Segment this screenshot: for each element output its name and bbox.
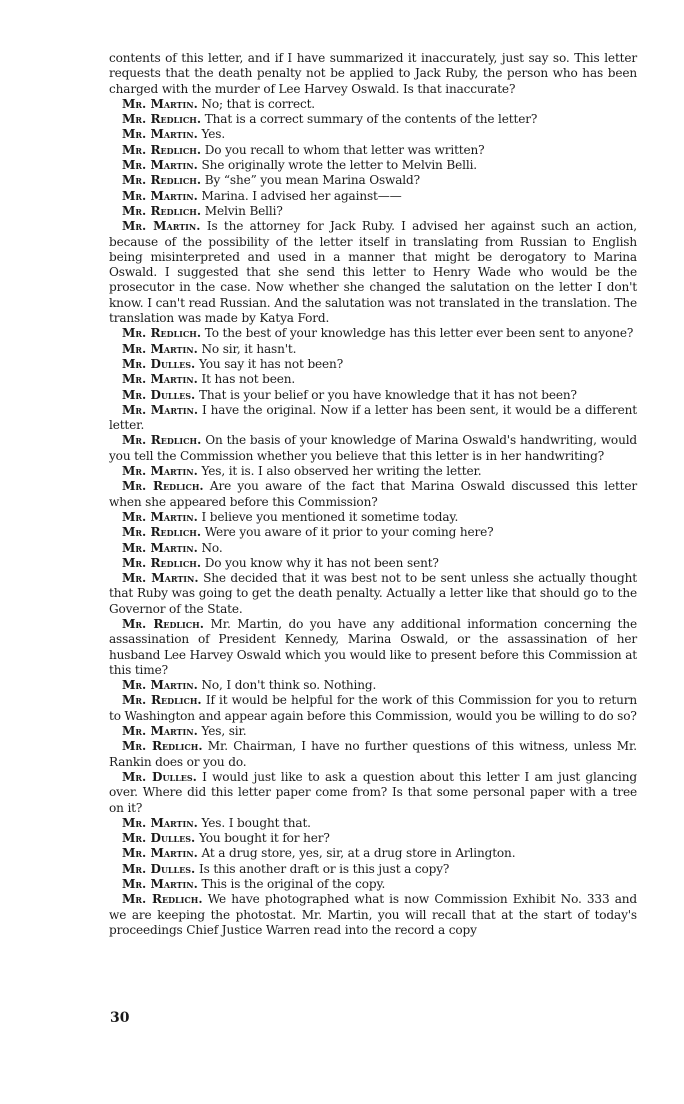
speaker-name: Mr. Redlich.	[122, 693, 202, 708]
speaker-name: Mr. Martin.	[122, 219, 201, 234]
paragraph-text: You say it has not been?	[198, 356, 344, 371]
testimony-paragraph	[109, 372, 637, 387]
paragraph-text: No, I don't think so. Nothing.	[201, 678, 377, 693]
speaker-name: Mr. Redlich.	[122, 479, 204, 494]
speaker-name: Mr. Martin.	[122, 188, 198, 203]
testimony-paragraph	[109, 97, 637, 112]
testimony-paragraph	[109, 846, 637, 861]
testimony-paragraph	[109, 143, 637, 158]
paragraph-text: By “she” you mean Marina Oswald?	[204, 173, 420, 188]
testimony-paragraph	[109, 204, 637, 219]
paragraph-text: You bought it for her?	[198, 831, 330, 846]
testimony-paragraph	[109, 541, 637, 556]
paragraph-text: On the basis of your knowledge of Marina Oswald's handwriting, would you tell the Commission whether you believe that this letter is in her handwriting?	[109, 433, 638, 463]
speaker-name: Mr. Redlich.	[122, 433, 202, 448]
paragraph-text: Are you aware of the fact that Marina Oswald discussed this letter when she appeared before this Commission?	[109, 479, 638, 509]
paragraph-text: I believe you mentioned it sometime today.	[201, 509, 459, 524]
paragraph-text: contents of this letter, and if I have summarized it inaccurately, just say so. This letter requests that the death penalty not be applied to Jack Ruby, the person who has been charged with the murder of Lee Harvey Oswald. Is that inaccurate?	[109, 51, 637, 96]
testimony-paragraph	[109, 556, 637, 571]
paragraph-text: Melvin Belli?	[204, 203, 283, 218]
paragraph-text: That is your belief or you have knowledge that it has not been?	[198, 387, 577, 402]
testimony-paragraph	[109, 342, 637, 357]
speaker-name: Mr. Dulles.	[122, 387, 196, 402]
speaker-name: Mr. Martin.	[122, 724, 198, 739]
testimony-paragraph	[109, 433, 637, 464]
paragraph-text: It has not been.	[201, 372, 296, 387]
testimony-paragraph	[109, 816, 637, 831]
speaker-name: Mr. Redlich.	[122, 739, 203, 754]
paragraph-text: Were you aware of it prior to your coming here?	[204, 525, 494, 540]
testimony-paragraph	[109, 617, 637, 678]
testimony-paragraph	[109, 388, 637, 403]
speaker-name: Mr. Redlich.	[122, 616, 204, 631]
speaker-name: Mr. Dulles.	[122, 769, 197, 784]
speaker-name: Mr. Martin.	[122, 341, 198, 356]
speaker-name: Mr. Martin.	[122, 402, 199, 417]
paragraph-text: That is a correct summary of the contents of the letter?	[204, 112, 538, 127]
testimony-paragraph	[109, 112, 637, 127]
testimony-paragraph	[109, 877, 637, 892]
speaker-name: Mr. Dulles.	[122, 831, 196, 846]
paragraph-text: Is the attorney for Jack Ruby. I advised her against such an action, because of the possibility of the letter itself in translating from Russian to English being misinterpreted and used in a manner that might be derogatory to Marina Oswald. I suggested that she send this letter to Henry Wade who would be the prosecutor in the case. Now whether she changed the salutation on the letter I don't know. I can't read Russian. And the salutation was not translated in the translation. The translation was made by Katya Ford.	[109, 219, 637, 326]
paragraph-text: This is the original of the copy.	[201, 877, 386, 892]
testimony-paragraph	[109, 479, 637, 510]
paragraph-text: She decided that it was best not to be sent unless she actually thought that Ruby was going to get the death penalty. Actually a letter like that should go to the Governor of the State.	[109, 571, 637, 616]
testimony-paragraph	[109, 831, 637, 846]
speaker-name: Mr. Redlich.	[122, 892, 203, 907]
paragraph-text: No.	[201, 540, 223, 555]
speaker-name: Mr. Redlich.	[122, 555, 202, 570]
transcript-page	[109, 51, 637, 938]
paragraph-text: No; that is correct.	[201, 96, 315, 111]
speaker-name: Mr. Redlich.	[122, 326, 202, 341]
paragraph-text: Do you know why it has not been sent?	[204, 555, 439, 570]
paragraph-text: Mr. Martin, do you have any additional information concerning the assassination of President Kennedy, Marina Oswald, or the assassination of her husband Lee Harvey Oswald which you would like to present before this Commission at this time?	[109, 616, 638, 677]
testimony-paragraph	[109, 892, 637, 938]
speaker-name: Mr. Martin.	[122, 464, 198, 479]
paragraph-text: Do you recall to whom that letter was written?	[204, 142, 485, 157]
speaker-name: Mr. Martin.	[122, 678, 198, 693]
paragraph-text: She originally wrote the letter to Melvin Belli.	[201, 158, 477, 173]
paragraph-text: Yes, it is. I also observed her writing the letter.	[201, 464, 482, 479]
speaker-name: Mr. Dulles.	[122, 356, 196, 371]
speaker-name: Mr. Martin.	[122, 846, 198, 861]
paragraph-text: If it would be helpful for the work of this Commission for you to return to Washington and appear again before this Commission, would you be willing to do so?	[109, 693, 637, 723]
speaker-name: Mr. Redlich.	[122, 112, 202, 127]
testimony-paragraph	[109, 326, 637, 341]
paragraph-text: Yes.	[201, 127, 226, 142]
testimony-paragraph	[109, 219, 637, 326]
speaker-name: Mr. Martin.	[122, 877, 198, 892]
speaker-name: Mr. Martin.	[122, 372, 198, 387]
speaker-name: Mr. Redlich.	[122, 142, 202, 157]
speaker-name: Mr. Martin.	[122, 509, 198, 524]
testimony-paragraph	[109, 403, 637, 434]
continued-paragraph	[109, 51, 637, 97]
speaker-name: Mr. Redlich.	[122, 525, 202, 540]
testimony-paragraph	[109, 525, 637, 540]
testimony-paragraph	[109, 158, 637, 173]
speaker-name: Mr. Redlich.	[122, 203, 202, 218]
paragraph-text: I would just like to ask a question about this letter I am just glancing over. Where did this letter paper come from? Is that some personal paper with a tree on it?	[109, 769, 637, 815]
testimony-paragraph	[109, 464, 637, 479]
speaker-name: Mr. Martin.	[122, 96, 198, 111]
paragraph-text: No sir, it hasn't.	[201, 341, 297, 356]
testimony-paragraph	[109, 127, 637, 142]
paragraph-text: To the best of your knowledge has this letter ever been sent to anyone?	[204, 326, 634, 341]
testimony-paragraph	[109, 678, 637, 693]
testimony-paragraph	[109, 173, 637, 188]
speaker-name: Mr. Martin.	[122, 158, 198, 173]
testimony-paragraph	[109, 189, 637, 204]
paragraph-text: We have photographed what is now Commission Exhibit No. 333 and we are keeping the photostat. Mr. Martin, you will recall that at the start of today's proceedings Chief Justice Warren read into the record a copy	[109, 892, 638, 937]
testimony-paragraph	[109, 770, 637, 816]
testimony-paragraph	[109, 724, 637, 739]
speaker-name: Mr. Redlich.	[122, 173, 202, 188]
speaker-name: Mr. Martin.	[122, 540, 198, 555]
speaker-name: Mr. Martin.	[122, 815, 198, 830]
speaker-name: Mr. Dulles.	[122, 861, 196, 876]
testimony-paragraph	[109, 739, 637, 770]
testimony-paragraph	[109, 862, 637, 877]
testimony-paragraph	[109, 510, 637, 525]
paragraph-text: Is this another draft or is this just a copy?	[198, 861, 450, 876]
paragraph-text: Yes. I bought that.	[201, 815, 311, 830]
speaker-name: Mr. Martin.	[122, 127, 198, 142]
page-number: 30	[110, 1010, 130, 1026]
testimony-paragraph	[109, 357, 637, 372]
paragraph-text: Yes, sir.	[201, 724, 247, 739]
speaker-name: Mr. Martin.	[122, 571, 199, 586]
paragraph-text: At a drug store, yes, sir, at a drug store in Arlington.	[201, 846, 516, 861]
paragraph-text: Marina. I advised her against——	[201, 188, 402, 203]
testimony-paragraph	[109, 693, 637, 724]
paragraph-text: Mr. Chairman, I have no further questions of this witness, unless Mr. Rankin does or you do.	[109, 739, 637, 769]
testimony-paragraph	[109, 571, 637, 617]
paragraph-text: I have the original. Now if a letter has been sent, it would be a different letter.	[109, 402, 637, 433]
